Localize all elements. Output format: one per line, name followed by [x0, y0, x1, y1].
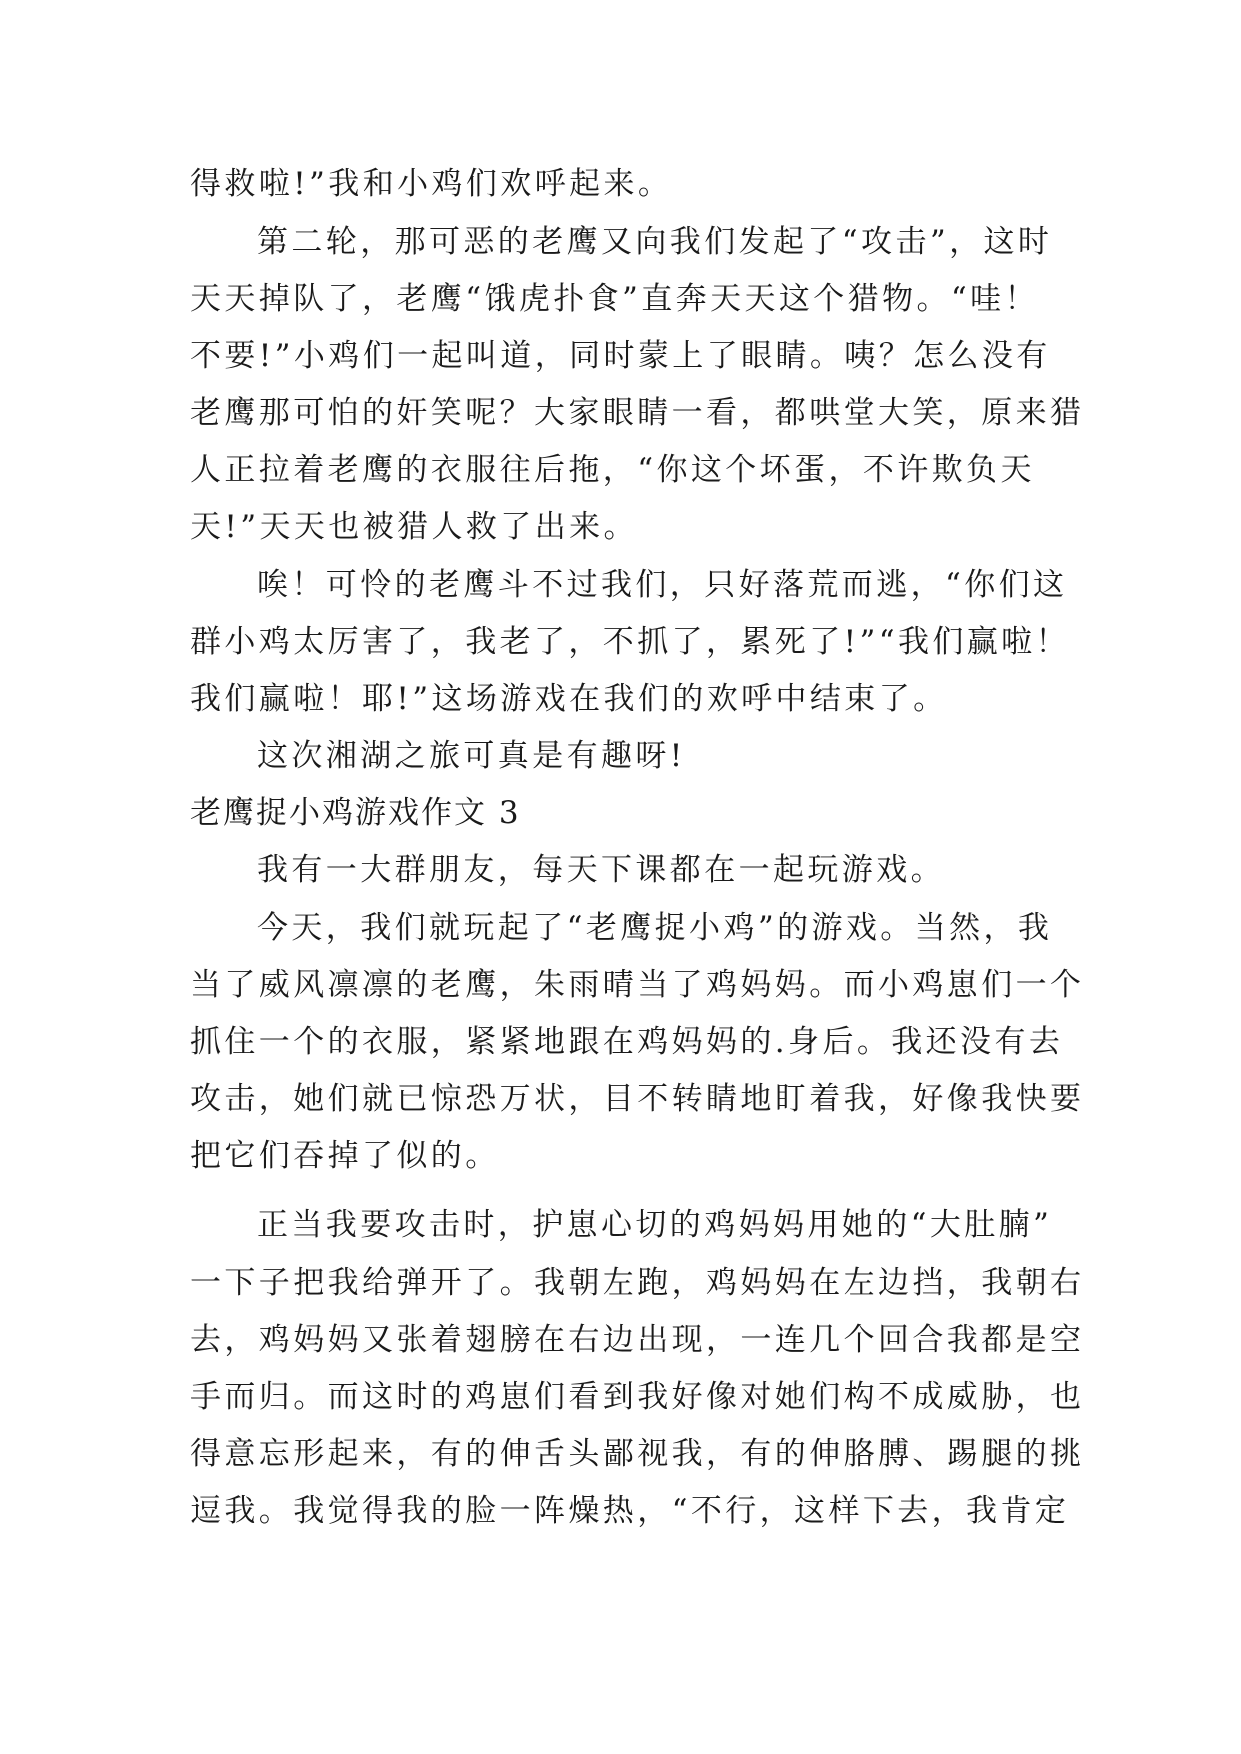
text-line: 群小鸡太厉害了，我老了，不抓了，累死了!”“我们赢啦！ [190, 624, 1070, 660]
text-line: 正当我要攻击时，护崽心切的鸡妈妈用她的“大肚腩” [257, 1207, 1053, 1243]
text-line: 人正拉着老鹰的衣服往后拖，“你这个坏蛋，不许欺负天 [190, 452, 1035, 488]
text-line: 逗我。我觉得我的脸一阵燥热，“不行，这样下去，我肯定 [190, 1493, 1070, 1529]
text-line: 我有一大群朋友，每天下课都在一起玩游戏。 [257, 852, 945, 888]
text-line: 唉！可怜的老鹰斗不过我们，只好落荒而逃，“你们这 [257, 567, 1068, 603]
text-line: 当了威风凛凛的老鹰，朱雨晴当了鸡妈妈。而小鸡崽们一个 [190, 967, 1085, 1003]
text-line: 手而归。而这时的鸡崽们看到我好像对她们构不成威胁，也 [190, 1379, 1085, 1415]
text-line: 天!”天天也被猎人救了出来。 [190, 509, 638, 545]
text-line: 天天掉队了，老鹰“饿虎扑食”直奔天天这个猎物。“哇！ [190, 281, 1039, 317]
text-line: 去，鸡妈妈又张着翅膀在右边出现，一连几个回合我都是空 [190, 1322, 1085, 1358]
section-heading: 老鹰捉小鸡游戏作文 3 [190, 795, 521, 831]
text-line: 得意忘形起来，有的伸舌头鄙视我，有的伸胳膊、踢腿的挑 [190, 1436, 1085, 1472]
text-line: 把它们吞掉了似的。 [190, 1138, 500, 1174]
text-line: 第二轮，那可恶的老鹰又向我们发起了“攻击”，这时 [257, 224, 1053, 260]
text-line: 抓住一个的衣服，紧紧地跟在鸡妈妈的.身后。我还没有去 [190, 1024, 1064, 1060]
text-line: 老鹰那可怕的奸笑呢？大家眼睛一看，都哄堂大笑，原来猎 [190, 395, 1085, 431]
text-line: 攻击，她们就已惊恐万状，目不转睛地盯着我，好像我快要 [190, 1081, 1085, 1117]
text-line: 不要!”小鸡们一起叫道，同时蒙上了眼睛。咦？怎么没有 [190, 338, 1051, 374]
text-line: 得救啦!”我和小鸡们欢呼起来。 [190, 166, 673, 202]
text-line: 一下子把我给弹开了。我朝左跑，鸡妈妈在左边挡，我朝右 [190, 1265, 1085, 1301]
text-line: 今天，我们就玩起了“老鹰捉小鸡”的游戏。当然，我 [257, 910, 1053, 946]
text-line: 这次湘湖之旅可真是有趣呀! [257, 738, 686, 774]
text-line: 我们赢啦！耶!”这场游戏在我们的欢呼中结束了。 [190, 681, 948, 717]
